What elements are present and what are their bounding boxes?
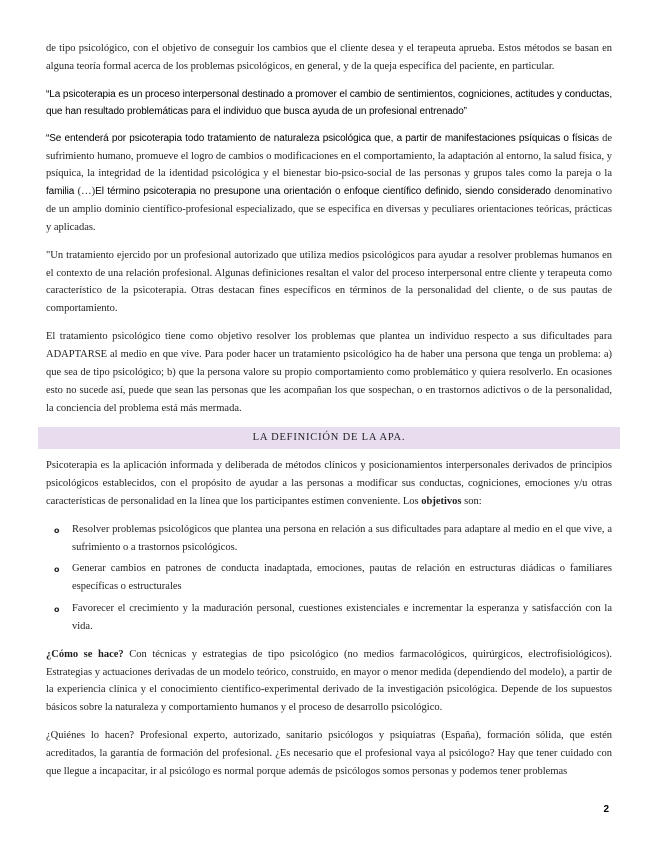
quote-definition-1: “La psicoterapia es un proceso interpersonal destinado a promover el cambio de sentimientos, cogniciones, actitudes y conductas, que han resultado problemáticas para el individuo que busca ayuda de un profesional entrenado”	[46, 88, 612, 117]
quote-definition-2	[46, 130, 612, 237]
how-answer: Con técnicas y estrategias de tipo psicológico (no medios farmacológicos, quirúrgicos, electrofisiológicos). Estrategias y actuaciones derivadas de un modelo teórico, construido, en mayor o menor medida (dependiendo del modelo), a partir de la experiencia clínica y el conocimiento científico-experimental derivado de la investigación psicológica. Depende de los supuestos básicos sobre la naturaleza y comportamiento humanos y el proceso de desarrollo psicológico.	[46, 648, 612, 714]
paragraph-apa-definition	[46, 457, 612, 511]
list-item	[46, 560, 612, 596]
apa-text-c: son:	[461, 495, 482, 507]
paragraph-how	[46, 646, 612, 717]
quote-2-part-f: denominativo de un amplio dominio científico-profesional especializado, que se especifica en diversas y peculiares orientaciones teóricas, prácticas y aplicadas.	[46, 186, 612, 233]
quote-2-part-d: (…)	[74, 186, 96, 198]
quote-2-part-b: s de sufrimiento humano, promueve el logro de cambios o modificaciones en el comportamiento, la adaptación al entorno, la salud física, y psíquica, la integridad de la identidad psicológica y el bienestar bio-psico-social de las personas y grupos tales como la pareja o la	[46, 132, 612, 180]
page-number: 2	[603, 804, 609, 815]
apa-text-a: Psicoterapia es la aplicación informada y deliberada de métodos clínicos y posicionamientos interpersonales derivados de principios psicológicos establecidos, con el propósito de ayudar a las personas a modificar sus conductas, cogniciones, emociones y/u otras características de personalidad en la línea que los participantes estimen conveniente. Los	[46, 460, 612, 507]
quote-2-part-c: familia	[46, 186, 75, 198]
paragraph-treatment-definition: "Un tratamiento ejercido por un profesional autorizado que utiliza medios psicológicos para ayudar a resolver problemas humanos en el contexto de una relación profesional. Algunas definiciones resaltan el valor del proceso interpersonal entre cliente y terapeuta como característico de la psicoterapia. Otras destacan fines específicos en términos de la personalidad del cliente, o de sus pautas de comportamiento.	[46, 249, 612, 315]
paragraph-treatment-objective: El tratamiento psicológico tiene como objetivo resolver los problemas que plantea un individuo respecto a sus dificultades para ADAPTARSE al medio en que vive. Para poder hacer un tratamiento psicológico ha de haber una persona que tenga un problema: a) que sea de tipo psicológico; b) que la persona valore su propio comportamiento como problemático y quiera resolverlo. En ocasiones esto no sucede así, puede que sean las personas que les acompañan los que sospechan, o en trastornos adictivos o de la personalidad, la conciencia del problema está más mermada.	[46, 331, 612, 414]
objectives-list	[46, 521, 612, 636]
objective-text: Generar cambios en patrones de conducta inadaptada, emociones, pautas de relación en estructuras diádicas o familiares específicas o estructurales	[72, 563, 612, 593]
quote-2-part-a: “Se entenderá por psicoterapia todo tratamiento de naturaleza psicológica que, a partir de manifestaciones psíquicas o física	[46, 132, 595, 144]
paragraph-who: ¿Quiénes lo hacen? Profesional experto, autorizado, sanitario psicólogos y psiquiatras (España), formación sólida, que estén acreditados, la garantía de formación del profesional. ¿Es necesario que el profesional vaya al psicólogo? Hay que tener cuidado con que llegue a incapacitar, ir al psicólogo es normal porque además de psicólogos somos personas y podemos tener problemas	[46, 730, 612, 777]
list-item	[46, 600, 612, 636]
apa-text-objectives: objetivos	[421, 495, 462, 507]
document-body	[46, 40, 612, 791]
objective-text: Favorecer el crecimiento y la maduración personal, cuestiones existenciales e incrementar la esperanza y satisfacción con la vida.	[72, 603, 612, 632]
bullet-icon: o	[54, 525, 60, 535]
paragraph-methods: de tipo psicológico, con el objetivo de conseguir los cambios que el cliente desea y el terapeuta aprueba. Estos métodos se basan en alguna teoría formal acerca de los problemas psicológicos, en general, y de la queja específica del paciente, en particular.	[46, 43, 612, 72]
how-question: ¿Cómo se hace?	[46, 648, 124, 660]
quote-2-part-e: El término psicoterapia no presupone una orientación o enfoque científico definido, siendo considerado	[95, 186, 551, 198]
objective-text: Resolver problemas psicológicos que plantea una persona en relación a sus dificultades para adaptare al medio en el que vive, a sufrimiento o a trastornos psicológicos.	[72, 523, 612, 553]
bullet-icon: o	[54, 605, 60, 615]
bullet-icon: o	[54, 565, 60, 575]
section-heading-apa: LA DEFINICIÓN DE LA APA.	[38, 427, 620, 449]
list-item	[46, 521, 612, 557]
